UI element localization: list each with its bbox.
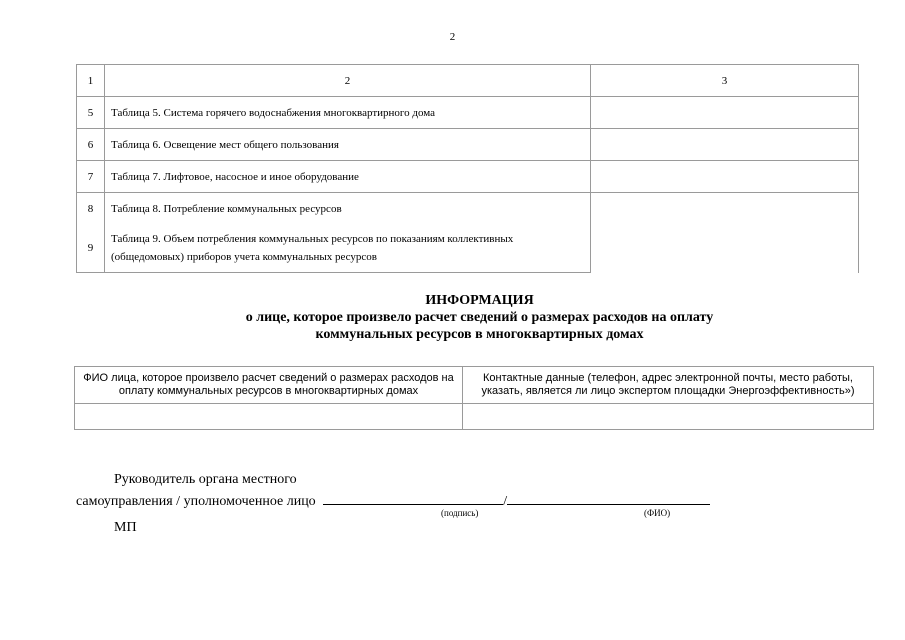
header-col-1: 1 [77, 65, 105, 97]
row-description: Таблица 6. Освещение мест общего пользования [105, 129, 591, 161]
responsible-person-table [74, 366, 874, 430]
signature-line [323, 490, 503, 505]
signer-title-line-1: Руководитель органа местного [114, 472, 297, 487]
row-number: 6 [77, 129, 105, 161]
table-header-row [77, 65, 859, 97]
row-number: 9 [77, 224, 105, 273]
row-description: Таблица 9. Объем потребления коммунальных ресурсов по показаниям коллективных (общедомовых) приборов учета коммунальных ресурсов [105, 224, 591, 273]
contacts-cell [463, 404, 874, 430]
table-row [77, 193, 859, 225]
row-number: 5 [77, 97, 105, 129]
info-section-title [27, 292, 905, 343]
row-number: 8 [77, 193, 105, 225]
row-value [591, 129, 859, 161]
signature-caption: (подпись) [441, 508, 479, 518]
table-row [77, 97, 859, 129]
page-number: 2 [449, 31, 456, 43]
contacts-column-header: Контактные данные (телефон, адрес электронной почты, место работы, указать, является ли лицо экспертом площадки Энергоэффективность») [463, 367, 874, 404]
signature-block [76, 470, 710, 512]
fio-cell [75, 404, 463, 430]
signature-separator: / [503, 494, 508, 509]
stamp-place-label: МП [114, 520, 137, 535]
row-number: 7 [77, 161, 105, 193]
row-description: Таблица 8. Потребление коммунальных ресурсов [105, 193, 591, 225]
fio-column-header: ФИО лица, которое произвело расчет сведений о размерах расходов на оплату коммунальных ресурсов в многоквартирных домах [75, 367, 463, 404]
report-tables-list [76, 64, 859, 273]
row-description: Таблица 5. Система горячего водоснабжения многоквартирного дома [105, 97, 591, 129]
info-title-line-2: о лице, которое произвело расчет сведений о размерах расходов на оплату [245, 310, 714, 325]
info-title-heading: ИНФОРМАЦИЯ [425, 293, 534, 308]
header-col-3: 3 [591, 65, 859, 97]
signer-title-line-2: самоуправления / уполномоченное лицо [76, 494, 316, 509]
row-value [591, 161, 859, 193]
signer-title-line-2-row [76, 490, 710, 512]
header-col-2: 2 [105, 65, 591, 97]
table-row [77, 161, 859, 193]
fio-caption: (ФИО) [644, 508, 671, 518]
table-row [77, 129, 859, 161]
row-value [591, 97, 859, 129]
info-title-line-3: коммунальных ресурсов в многоквартирных домах [315, 327, 644, 342]
fio-line [507, 490, 710, 505]
table-header-row [75, 367, 874, 404]
table-row [75, 404, 874, 430]
row-value [591, 193, 859, 273]
row-description: Таблица 7. Лифтовое, насосное и иное оборудование [105, 161, 591, 193]
